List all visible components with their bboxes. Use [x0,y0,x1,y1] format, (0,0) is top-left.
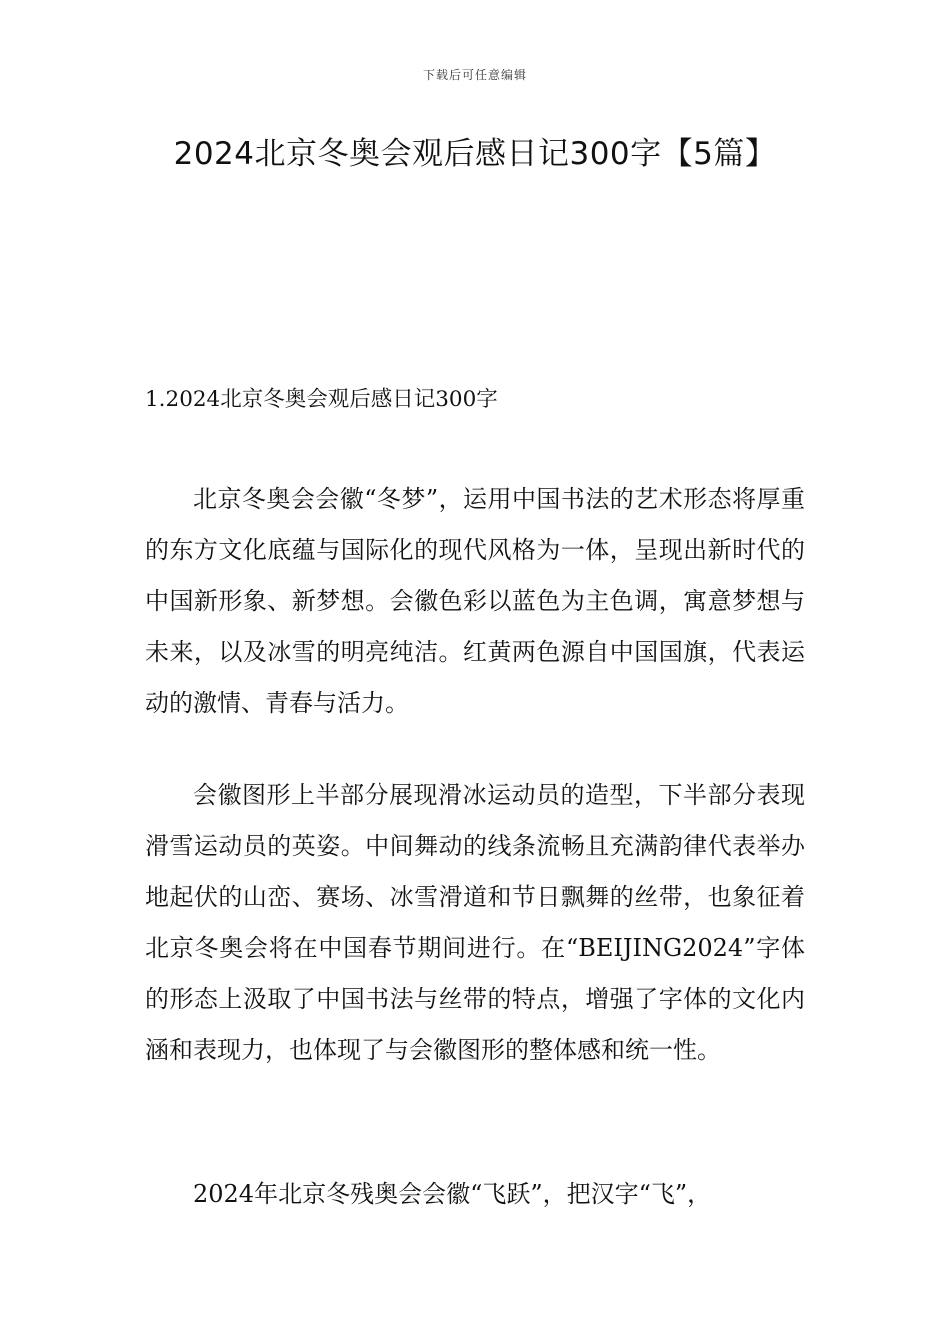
document-title: 2024北京冬奥会观后感日记300字【5篇】 [173,136,777,172]
paragraph-3: 2024年北京冬残奥会会徽“飞跃”，把汉字“飞”， [193,1180,712,1208]
section-heading: 1.2024北京冬奥会观后感日记300字 [145,387,498,412]
paragraph-2: 会徽图形上半部分展现滑冰运动员的造型，下半部分表现滑雪运动员的英姿。中间舞动的线条流畅且充满韵律代表举办地起伏的山峦、赛场、冰雪滑道和节日飘舞的丝带，也象征着北京冬奥会将在中国春节期间进行。在“BEIJING2024”字体的形态上汲取了中国书法与丝带的特点，增强了字体的文化内涵和表现力，也体现了与会徽图形的整体感和统一性。 [145,781,805,1064]
paragraph-1: 北京冬奥会会徽“冬梦”，运用中国书法的艺术形态将厚重的东方文化底蕴与国际化的现代风格为一体，呈现出新时代的中国新形象、新梦想。会徽色彩以蓝色为主色调，寓意梦想与未来，以及冰雪的明亮纯洁。红黄两色源自中国国旗，代表运动的激情、青春与活力。 [145,485,805,717]
header-note: 下载后可任意编辑 [422,68,527,82]
